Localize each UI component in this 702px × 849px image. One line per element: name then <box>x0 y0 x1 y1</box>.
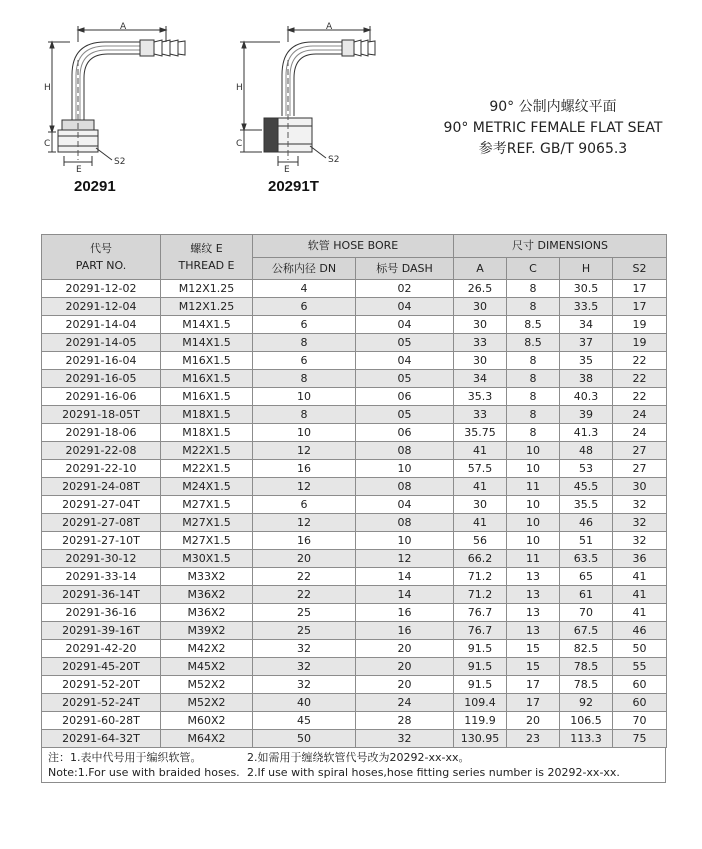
fitting-drawing-20291T <box>232 20 382 180</box>
table-cell: M12X1.25 <box>161 298 253 316</box>
table-cell: 41 <box>613 568 667 586</box>
table-cell: 20291-27-08T <box>42 514 161 532</box>
table-cell: 35.75 <box>454 424 507 442</box>
table-cell: 27 <box>613 460 667 478</box>
table-cell: 20291-60-28T <box>42 712 161 730</box>
table-cell: 20291-14-04 <box>42 316 161 334</box>
table-cell: 32 <box>613 496 667 514</box>
table-cell: 41.3 <box>560 424 613 442</box>
table-cell: 46 <box>613 622 667 640</box>
table-cell: 76.7 <box>454 604 507 622</box>
table-cell: 08 <box>356 478 454 496</box>
table-cell: M16X1.5 <box>161 388 253 406</box>
table-cell: 91.5 <box>454 676 507 694</box>
table-cell: 13 <box>507 568 560 586</box>
header-part-no: 代号 PART NO. <box>42 235 161 280</box>
table-cell: 08 <box>356 514 454 532</box>
table-cell: 40 <box>253 694 356 712</box>
table-cell: 04 <box>356 316 454 334</box>
table-cell: 41 <box>454 478 507 496</box>
table-cell: 13 <box>507 604 560 622</box>
table-cell: 8 <box>253 334 356 352</box>
table-row <box>42 622 667 640</box>
table-cell: 10 <box>356 460 454 478</box>
table-row <box>42 694 667 712</box>
table-cell: 24 <box>613 424 667 442</box>
header-h: H <box>560 258 613 280</box>
table-cell: 04 <box>356 496 454 514</box>
table-cell: 22 <box>253 586 356 604</box>
table-cell: 16 <box>253 532 356 550</box>
table-row <box>42 316 667 334</box>
table-row <box>42 640 667 658</box>
table-cell: 25 <box>253 604 356 622</box>
table-cell: M42X2 <box>161 640 253 658</box>
dim-c-label: C <box>236 139 243 149</box>
dim-s2-label: S2 <box>114 157 126 167</box>
table-cell: 08 <box>356 442 454 460</box>
table-cell: 10 <box>507 496 560 514</box>
table-cell: 10 <box>253 388 356 406</box>
table-cell: 91.5 <box>454 640 507 658</box>
table-row <box>42 424 667 442</box>
table-cell: 06 <box>356 424 454 442</box>
table-cell: M39X2 <box>161 622 253 640</box>
table-cell: 06 <box>356 388 454 406</box>
header-hose-bore: 软管 HOSE BORE <box>253 235 454 258</box>
header-s2: S2 <box>613 258 667 280</box>
table-cell: 76.7 <box>454 622 507 640</box>
table-cell: 6 <box>253 352 356 370</box>
table-cell: 8.5 <box>507 334 560 352</box>
table-cell: 02 <box>356 280 454 298</box>
table-cell: 30 <box>454 316 507 334</box>
table-cell: 30 <box>613 478 667 496</box>
table-cell: 35.5 <box>560 496 613 514</box>
table-cell: M60X2 <box>161 712 253 730</box>
table-cell: M18X1.5 <box>161 424 253 442</box>
table-cell: 60 <box>613 694 667 712</box>
table-row <box>42 532 667 550</box>
table-cell: 78.5 <box>560 676 613 694</box>
table-cell: 53 <box>560 460 613 478</box>
table-cell: 65 <box>560 568 613 586</box>
table-cell: 04 <box>356 352 454 370</box>
table-cell: 15 <box>507 658 560 676</box>
table-cell: 16 <box>356 622 454 640</box>
part-label-20291: 20291 <box>74 178 116 195</box>
header-dimensions: 尺寸 DIMENSIONS <box>454 235 667 258</box>
note-1-cn: 注：1.表中代号用于编织软管。 <box>48 751 202 764</box>
header-dn: 公称内径 DN <box>253 258 356 280</box>
table-cell: 17 <box>613 280 667 298</box>
table-row <box>42 442 667 460</box>
table-cell: 19 <box>613 316 667 334</box>
table-cell: 28 <box>356 712 454 730</box>
header-thread: 螺纹 E THREAD E <box>161 235 253 280</box>
table-cell: 20291-18-05T <box>42 406 161 424</box>
table-cell: 10 <box>507 514 560 532</box>
table-cell: 46 <box>560 514 613 532</box>
table-cell: 20291-16-06 <box>42 388 161 406</box>
table-cell: 30 <box>454 496 507 514</box>
title-reference: 参考REF. GB/T 9065.3 <box>478 141 628 157</box>
table-cell: 4 <box>253 280 356 298</box>
table-cell: 22 <box>613 370 667 388</box>
dim-e-label: E <box>76 165 82 175</box>
table-cell: 41 <box>454 514 507 532</box>
table-cell: 19 <box>613 334 667 352</box>
table-cell: 20 <box>507 712 560 730</box>
table-cell: 33.5 <box>560 298 613 316</box>
table-cell: 36 <box>613 550 667 568</box>
table-cell: 51 <box>560 532 613 550</box>
table-cell: 05 <box>356 334 454 352</box>
table-cell: 20291-39-16T <box>42 622 161 640</box>
table-cell: 82.5 <box>560 640 613 658</box>
table-cell: 23 <box>507 730 560 748</box>
table-cell: 6 <box>253 496 356 514</box>
table-cell: 34 <box>560 316 613 334</box>
table-cell: 20291-14-05 <box>42 334 161 352</box>
table-cell: 20291-16-04 <box>42 352 161 370</box>
table-cell: M16X1.5 <box>161 352 253 370</box>
table-row <box>42 298 667 316</box>
table-cell: 04 <box>356 298 454 316</box>
table-cell: 20291-12-04 <box>42 298 161 316</box>
table-cell: 41 <box>454 442 507 460</box>
spec-table-body <box>42 280 667 748</box>
dim-a-label: A <box>120 22 127 32</box>
table-cell: 17 <box>507 676 560 694</box>
table-cell: 8 <box>253 406 356 424</box>
table-cell: 35 <box>560 352 613 370</box>
table-cell: 12 <box>253 478 356 496</box>
table-cell: 70 <box>560 604 613 622</box>
note-2-en: 2.If use with spiral hoses,hose fitting series number is 20292-xx-xx. <box>247 766 620 779</box>
table-cell: 38 <box>560 370 613 388</box>
table-cell: 91.5 <box>454 658 507 676</box>
fitting-drawing-20291 <box>40 20 190 180</box>
table-cell: 16 <box>356 604 454 622</box>
table-cell: 41 <box>613 604 667 622</box>
table-cell: 15 <box>507 640 560 658</box>
table-cell: M14X1.5 <box>161 334 253 352</box>
table-cell: 113.3 <box>560 730 613 748</box>
table-cell: 20291-33-14 <box>42 568 161 586</box>
dim-s2-label: S2 <box>328 155 340 165</box>
table-cell: 12 <box>356 550 454 568</box>
dim-h-label: H <box>44 83 51 93</box>
table-cell: 33 <box>454 406 507 424</box>
notes-box <box>41 747 666 783</box>
table-cell: 50 <box>253 730 356 748</box>
table-cell: 20291-42-20 <box>42 640 161 658</box>
table-cell: 24 <box>613 406 667 424</box>
table-cell: 71.2 <box>454 586 507 604</box>
table-row <box>42 586 667 604</box>
table-cell: 20291-16-05 <box>42 370 161 388</box>
table-cell: M27X1.5 <box>161 496 253 514</box>
table-cell: M45X2 <box>161 658 253 676</box>
table-cell: 20291-36-14T <box>42 586 161 604</box>
table-cell: 78.5 <box>560 658 613 676</box>
table-cell: 20291-64-32T <box>42 730 161 748</box>
dim-e-label: E <box>284 165 290 175</box>
table-cell: 20291-52-20T <box>42 676 161 694</box>
table-cell: 16 <box>253 460 356 478</box>
table-cell: 56 <box>454 532 507 550</box>
table-cell: 8 <box>507 424 560 442</box>
table-cell: 17 <box>613 298 667 316</box>
table-cell: 10 <box>507 460 560 478</box>
table-cell: 32 <box>613 532 667 550</box>
table-cell: M64X2 <box>161 730 253 748</box>
table-cell: 34 <box>454 370 507 388</box>
table-row <box>42 352 667 370</box>
table-cell: 70 <box>613 712 667 730</box>
table-cell: M33X2 <box>161 568 253 586</box>
table-cell: 30 <box>454 352 507 370</box>
dim-a-label: A <box>326 22 333 32</box>
table-cell: 13 <box>507 622 560 640</box>
header-dash: 标号 DASH <box>356 258 454 280</box>
table-cell: 05 <box>356 406 454 424</box>
table-cell: 60 <box>613 676 667 694</box>
table-cell: 37 <box>560 334 613 352</box>
table-cell: M36X2 <box>161 586 253 604</box>
table-cell: 12 <box>253 442 356 460</box>
table-cell: M16X1.5 <box>161 370 253 388</box>
table-cell: M27X1.5 <box>161 532 253 550</box>
table-cell: 130.95 <box>454 730 507 748</box>
table-cell: M24X1.5 <box>161 478 253 496</box>
table-cell: 20291-27-04T <box>42 496 161 514</box>
table-cell: 8 <box>507 352 560 370</box>
table-cell: 67.5 <box>560 622 613 640</box>
table-cell: 25 <box>253 622 356 640</box>
table-cell: 20 <box>356 658 454 676</box>
table-cell: 11 <box>507 478 560 496</box>
spec-table <box>41 234 667 748</box>
table-cell: 6 <box>253 298 356 316</box>
note-1-en: Note:1.For use with braided hoses. <box>48 766 240 779</box>
table-cell: M18X1.5 <box>161 406 253 424</box>
table-cell: M36X2 <box>161 604 253 622</box>
table-cell: 35.3 <box>454 388 507 406</box>
table-cell: 10 <box>356 532 454 550</box>
table-cell: 20 <box>356 676 454 694</box>
table-cell: 32 <box>613 514 667 532</box>
table-cell: M30X1.5 <box>161 550 253 568</box>
table-cell: 63.5 <box>560 550 613 568</box>
table-row <box>42 496 667 514</box>
table-cell: 66.2 <box>454 550 507 568</box>
table-cell: 24 <box>356 694 454 712</box>
table-cell: 6 <box>253 316 356 334</box>
table-cell: 106.5 <box>560 712 613 730</box>
table-cell: 22 <box>613 352 667 370</box>
table-cell: 20291-12-02 <box>42 280 161 298</box>
table-cell: 33 <box>454 334 507 352</box>
table-row <box>42 334 667 352</box>
table-cell: M27X1.5 <box>161 514 253 532</box>
table-row <box>42 658 667 676</box>
table-cell: 14 <box>356 586 454 604</box>
table-cell: 12 <box>253 514 356 532</box>
table-cell: 45 <box>253 712 356 730</box>
table-cell: 20291-52-24T <box>42 694 161 712</box>
table-cell: 8 <box>507 370 560 388</box>
table-row <box>42 712 667 730</box>
table-cell: 14 <box>356 568 454 586</box>
table-cell: 32 <box>356 730 454 748</box>
table-cell: 20291-45-20T <box>42 658 161 676</box>
table-cell: 8 <box>507 280 560 298</box>
table-cell: 8 <box>507 406 560 424</box>
table-row <box>42 568 667 586</box>
header-c: C <box>507 258 560 280</box>
table-cell: M22X1.5 <box>161 442 253 460</box>
product-title <box>428 97 678 160</box>
table-cell: 20 <box>356 640 454 658</box>
table-cell: 50 <box>613 640 667 658</box>
table-cell: 26.5 <box>454 280 507 298</box>
table-cell: 109.4 <box>454 694 507 712</box>
table-cell: 40.3 <box>560 388 613 406</box>
table-cell: 10 <box>253 424 356 442</box>
table-cell: 119.9 <box>454 712 507 730</box>
table-cell: 75 <box>613 730 667 748</box>
table-cell: M14X1.5 <box>161 316 253 334</box>
table-cell: M52X2 <box>161 694 253 712</box>
table-cell: 32 <box>253 676 356 694</box>
table-cell: 10 <box>507 442 560 460</box>
table-cell: M22X1.5 <box>161 460 253 478</box>
table-cell: 20291-22-08 <box>42 442 161 460</box>
table-cell: 30.5 <box>560 280 613 298</box>
table-cell: 48 <box>560 442 613 460</box>
table-cell: 30 <box>454 298 507 316</box>
table-row <box>42 280 667 298</box>
table-row <box>42 460 667 478</box>
table-cell: 20291-24-08T <box>42 478 161 496</box>
table-cell: 20291-18-06 <box>42 424 161 442</box>
table-cell: 20 <box>253 550 356 568</box>
table-row <box>42 676 667 694</box>
part-label-20291T: 20291T <box>268 178 319 195</box>
table-cell: M12X1.25 <box>161 280 253 298</box>
table-cell: 20291-27-10T <box>42 532 161 550</box>
table-cell: 8.5 <box>507 316 560 334</box>
table-cell: 20291-36-16 <box>42 604 161 622</box>
table-cell: 13 <box>507 586 560 604</box>
table-cell: 45.5 <box>560 478 613 496</box>
dim-h-label: H <box>236 83 243 93</box>
table-row <box>42 388 667 406</box>
table-cell: 41 <box>613 586 667 604</box>
table-cell: 20291-22-10 <box>42 460 161 478</box>
table-cell: 61 <box>560 586 613 604</box>
table-cell: M52X2 <box>161 676 253 694</box>
header-a: A <box>454 258 507 280</box>
table-cell: 05 <box>356 370 454 388</box>
table-cell: 39 <box>560 406 613 424</box>
table-row <box>42 604 667 622</box>
table-row <box>42 478 667 496</box>
table-row <box>42 406 667 424</box>
table-cell: 20291-30-12 <box>42 550 161 568</box>
table-cell: 57.5 <box>454 460 507 478</box>
table-row <box>42 370 667 388</box>
table-cell: 8 <box>507 388 560 406</box>
title-line-en: 90° METRIC FEMALE FLAT SEAT <box>443 120 663 136</box>
table-row <box>42 514 667 532</box>
table-cell: 8 <box>507 298 560 316</box>
table-cell: 22 <box>613 388 667 406</box>
table-cell: 17 <box>507 694 560 712</box>
table-cell: 11 <box>507 550 560 568</box>
table-row <box>42 550 667 568</box>
table-row <box>42 730 667 748</box>
title-line-cn: 90° 公制内螺纹平面 <box>489 99 617 115</box>
table-cell: 10 <box>507 532 560 550</box>
table-cell: 32 <box>253 658 356 676</box>
table-cell: 92 <box>560 694 613 712</box>
table-cell: 71.2 <box>454 568 507 586</box>
table-cell: 27 <box>613 442 667 460</box>
table-cell: 22 <box>253 568 356 586</box>
dim-c-label: C <box>44 139 51 149</box>
table-cell: 32 <box>253 640 356 658</box>
note-2-cn: 2.如需用于缠绕软管代号改为20292-xx-xx。 <box>247 751 470 764</box>
table-cell: 55 <box>613 658 667 676</box>
table-cell: 8 <box>253 370 356 388</box>
